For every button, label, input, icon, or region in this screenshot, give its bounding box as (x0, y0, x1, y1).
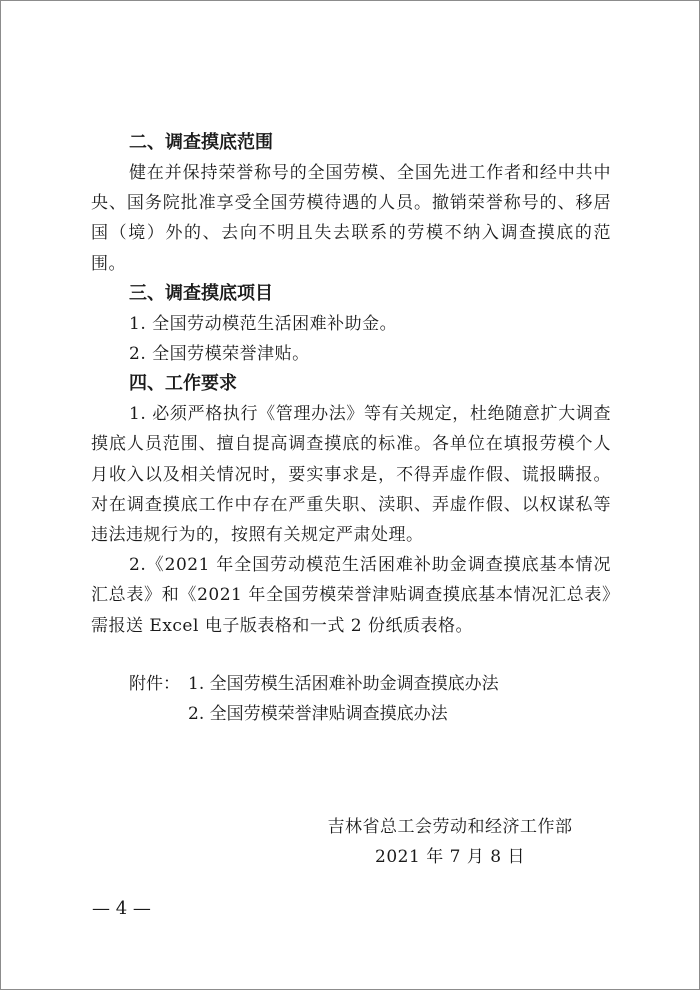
attachment-item-2: 2. 全国劳模荣誉津贴调查摸底办法 (188, 703, 448, 724)
signature-date: 2021 年 7 月 8 日 (375, 847, 525, 867)
spacer (91, 641, 611, 669)
section-heading-items: 三、调查摸底项目 (129, 282, 273, 304)
item-1-paragraph: 1. 全国劳动模范生活困难补助金。 (129, 313, 398, 334)
item-2-paragraph: 2. 全国劳模荣誉津贴。 (129, 344, 310, 365)
section-heading-scope: 二、调查摸底范围 (129, 132, 273, 153)
section-heading-requirements: 四、工作要求 (129, 373, 237, 395)
attachment-line-2 (91, 699, 611, 729)
attachment-label: 附件： (129, 673, 180, 694)
attachment-line-1 (91, 669, 611, 699)
requirement-1-paragraph: 1. 必须严格执行《管理办法》等有关规定，杜绝随意扩大调查摸底人员范围、擅自提高调查摸底的标准。各单位在填报劳模个人月收入以及相关情况时，要实事求是，不得弄虚作假、谎报瞒报。对在调查摸底工作中存在严重失职、渎职、弄虚作假、以权谋私等违法违规行为的，按照有关规定严肃处理。 (91, 404, 611, 546)
page-number: — 4 — (92, 898, 151, 919)
document-body (91, 128, 611, 729)
requirement-2-paragraph: 2.《2021 年全国劳动模范生活困难补助金调查摸底基本情况汇总表》和《2021 年全国劳模荣誉津贴调查摸底基本情况汇总表》需报送 Excel 电子版表格和一式 2 份纸质表格。 (91, 555, 611, 636)
signature-block (310, 812, 590, 872)
signature-organization: 吉林省总工会劳动和经济工作部 (327, 817, 573, 837)
scope-paragraph: 健在并保持荣誉称号的全国劳模、全国先进工作者和经中共中央、国务院批准享受全国劳模待遇的人员。撤销荣誉称号的、移居国（境）外的、去向不明且失去联系的劳模不纳入调查摸底的范围。 (91, 163, 611, 274)
attachment-item-1: 1. 全国劳模生活困难补助金调查摸底办法 (188, 673, 499, 694)
